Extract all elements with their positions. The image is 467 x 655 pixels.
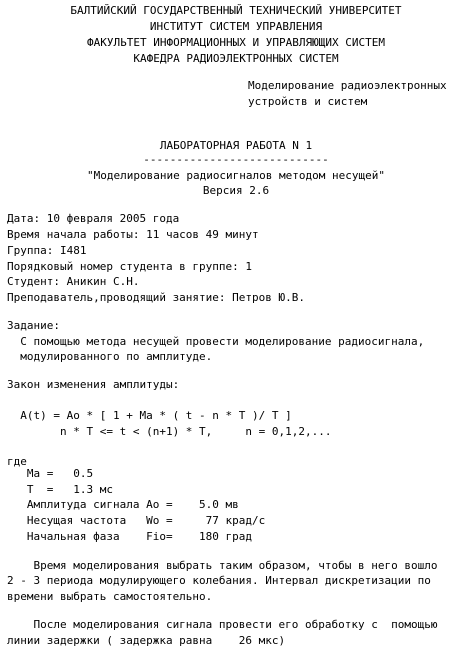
student-number-line: Порядковый номер студента в группе: 1: [7, 260, 253, 273]
student-line: Студент: Аникин С.Н.: [7, 275, 140, 288]
group-line: Группа: I481: [7, 244, 87, 257]
param-ma: Ma = 0.5: [7, 467, 94, 480]
law-heading: Закон изменения амплитуды:: [7, 378, 180, 391]
lab-subject: "Моделирование радиосигналов методом несущей": [86, 169, 385, 182]
where-label: где: [7, 455, 27, 468]
task-text-line-1: С помощью метода несущей провести моделирование радиосигнала,: [7, 335, 425, 348]
formula-line-2: n * T <= t < (n+1) * T, n = 0,1,2,...: [7, 425, 332, 438]
version-label: Версия 2.6: [202, 184, 270, 197]
date-line: Дата: 10 февраля 2005 года: [7, 212, 180, 225]
param-period: T = 1.3 мс: [7, 483, 113, 496]
lab-title: ЛАБОРАТОРНАЯ РАБОТА N 1: [159, 139, 313, 152]
paragraph-1-line-2: 2 - 3 периода модулирующего колебания. Интервал дискретизации по: [7, 574, 431, 587]
institute-name: ИНСТИТУТ СИСТЕМ УПРАВЛЕНИЯ: [149, 20, 323, 33]
university-name: БАЛТИЙСКИЙ ГОСУДАРСТВЕННЫЙ ТЕХНИЧЕСКИЙ УНИВЕРСИТЕТ: [70, 4, 402, 17]
faculty-name: ФАКУЛЬТЕТ ИНФОРМАЦИОННЫХ И УПРАВЛЯЮЩИХ СИСТЕМ: [86, 36, 385, 49]
course-title-line-2: устройств и систем: [248, 95, 368, 108]
param-initial-phase: Начальная фаза Fio= 180 град: [7, 530, 253, 543]
teacher-line: Преподаватель,проводящий занятие: Петров Ю.В.: [7, 291, 306, 304]
task-heading: Задание:: [7, 319, 60, 332]
title-underline: ----------------------------: [143, 153, 329, 166]
department-name: КАФЕДРА РАДИОЭЛЕКТРОННЫХ СИСТЕМ: [133, 52, 339, 65]
paragraph-2-line-1: После моделирования сигнала провести его обработку с помощью: [7, 618, 438, 631]
paragraph-2-line-2: линии задержки ( задержка равна 26 мкс): [7, 634, 286, 647]
paragraph-1-line-3: времени выбрать самостоятельно.: [7, 590, 213, 603]
paragraph-1-line-1: Время моделирования выбрать таким образом, чтобы в него вошло: [7, 559, 438, 572]
param-amplitude: Амплитуда сигнала Ao = 5.0 мв: [7, 498, 239, 511]
course-title-line-1: Моделирование радиоэлектронных: [248, 79, 447, 92]
param-carrier-frequency: Несущая частота Wo = 77 крад/с: [7, 514, 266, 527]
formula-line-1: A(t) = Ao * [ 1 + Ma * ( t - n * T )/ T ]: [7, 409, 292, 422]
start-time-line: Время начала работы: 11 часов 49 минут: [7, 228, 259, 241]
task-text-line-2: модулированного по амплитуде.: [7, 350, 213, 363]
